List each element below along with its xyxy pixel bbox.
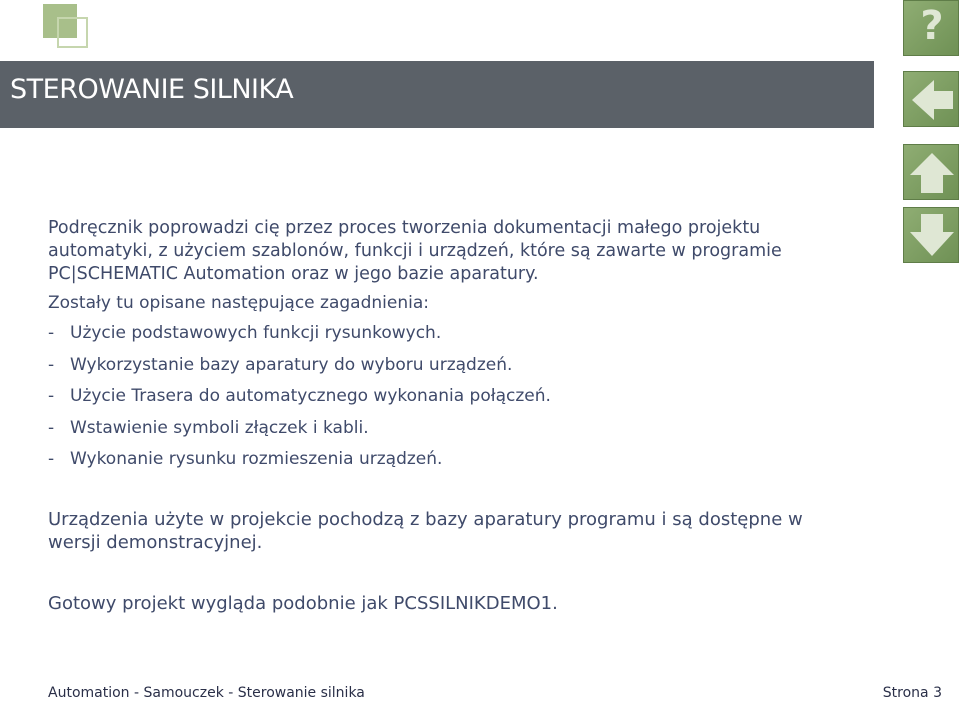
page-title: STEROWANIE SILNIKA: [10, 74, 294, 105]
down-button[interactable]: [903, 207, 959, 263]
page-number: Strona 3: [882, 685, 942, 701]
topics-heading: Zostały tu opisane następujące zagadnienia:: [48, 293, 429, 313]
help-icon: ?: [920, 3, 944, 49]
project-note: Gotowy projekt wygląda podobnie jak PCSSILNIKDEMO1.: [48, 593, 558, 614]
arrow-left-icon: [904, 72, 960, 128]
list-item: - Wstawienie symboli złączek i kabli.: [48, 417, 369, 438]
arrow-up-icon: [904, 145, 960, 201]
list-item: - Wykorzystanie bazy aparatury do wyboru urządzeń.: [48, 354, 513, 375]
topics-list: [48, 322, 551, 480]
help-button[interactable]: [903, 0, 959, 56]
logo: [43, 4, 88, 49]
list-item: - Użycie Trasera do automatycznego wykonania połączeń.: [48, 386, 551, 406]
list-item: - Użycie podstawowych funkcji rysunkowych.: [48, 323, 442, 343]
logo-square-outline: [57, 17, 88, 48]
footer-title: Automation - Samouczek - Sterowanie silnika: [48, 685, 365, 701]
devices-note: Urządzenia użyte w projekcie pochodzą z bazy aparatury programu i są dostępne w wersji demonstracyjnej.: [48, 509, 803, 553]
intro-paragraph: Podręcznik poprowadzi cię przez proces tworzenia dokumentacji małego projektu automatyki, z użyciem szablonów, funkcji i urządzeń, które są zawarte w programie PC|SCHEMATIC Automation oraz w jego bazie aparatury.: [48, 218, 782, 284]
list-item: - Wykonanie rysunku rozmieszenia urządzeń.: [48, 449, 443, 469]
up-button[interactable]: [903, 144, 959, 200]
back-button[interactable]: [903, 71, 959, 127]
arrow-down-icon: [904, 208, 960, 264]
